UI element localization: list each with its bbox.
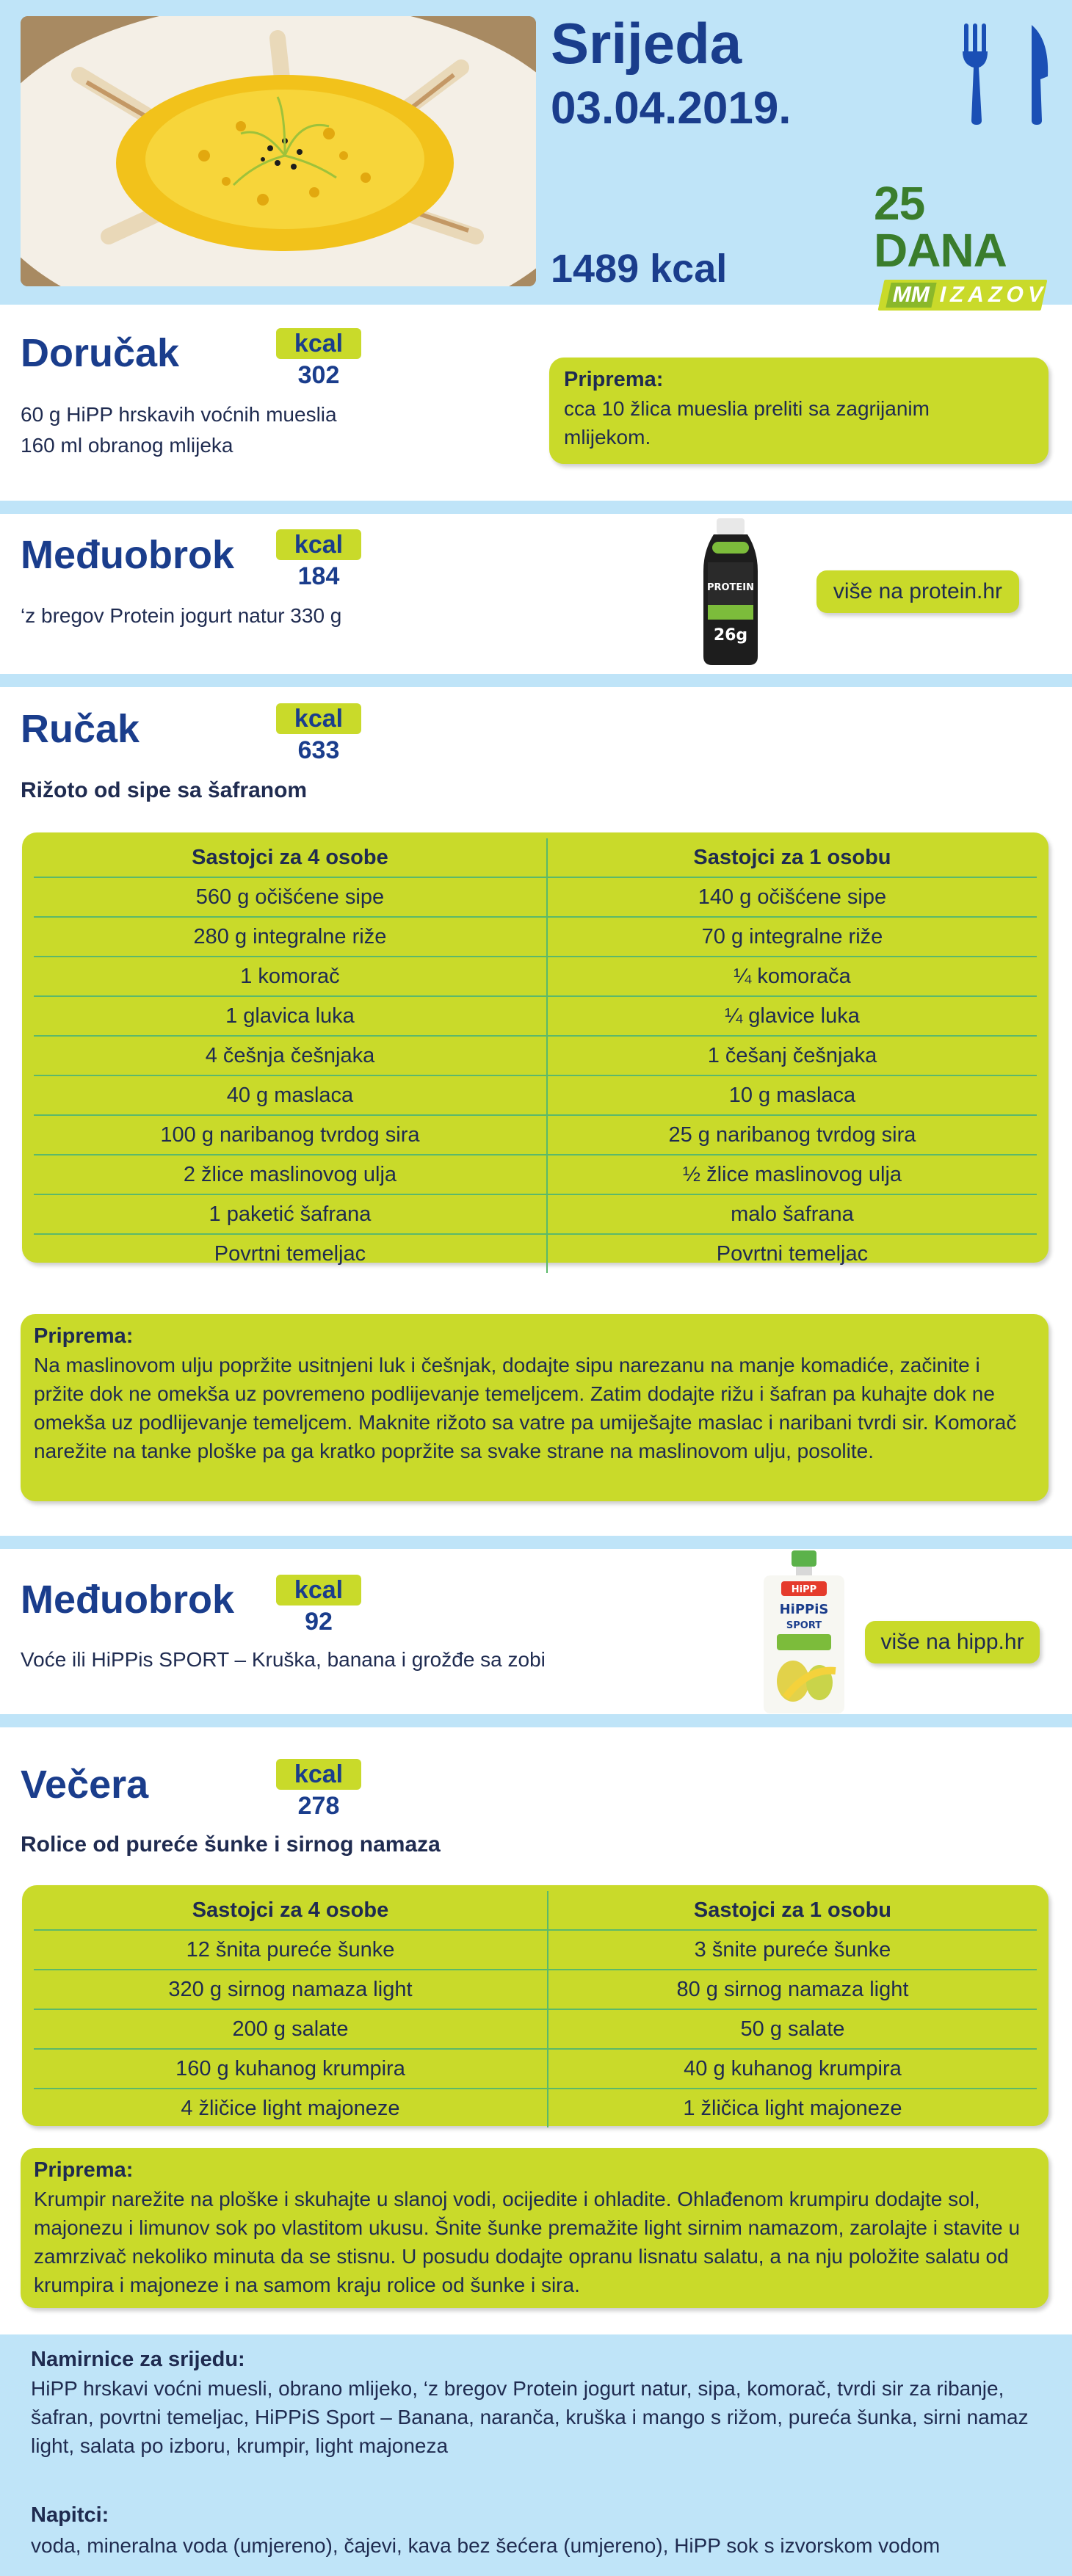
- ingredient-1-person: ¼ glavice luka: [547, 996, 1037, 1036]
- ingredient-4-persons: 40 g maslaca: [34, 1075, 547, 1115]
- dinner-prep-label: Priprema:: [34, 2158, 134, 2182]
- ingredient-1-person: Povrtni temeljac: [716, 1241, 869, 1266]
- dinner-prep-text: Krumpir narežite na ploške i skuhajte u slanoj vodi, ocijedite i ohladite. Ohlađenom krumpiru dodajte sol, majonezu i limunov sok po vlastitom ukusu. Šnite šunke premažite light sirnim namazom, zarolajte i stavite u zamrzivač nekoliko minuta da se stisnu. U posudu dodajte opranu lisnatu salatu, a na nju položite salatu od krumpira i majoneze i na samom kraju rolice od šunke i sira.: [34, 2188, 1021, 2296]
- ingredient-1-person: 3 šnite pureće šunke: [548, 1930, 1037, 1970]
- ingredient-4-persons: 280 g integralne riže: [34, 917, 547, 957]
- protein-link-button[interactable]: više na protein.hr: [816, 570, 1019, 613]
- dinner-subtitle: Rolice od pureće šunke i sirnog namaza: [21, 1832, 441, 1857]
- ingredient-4-persons: 4 žličice light majoneze: [34, 2089, 548, 2127]
- lunch-prep-text: Na maslinovom ulju popržite usitnjeni luk i češnjak, dodajte sipu narezanu na manje komadiće, začinite i pržite dok ne omekša uz povremeno podlijevanje temeljcem. Zatim dodajte rižu i šafran pa kuhajte dok ne omekša uz podlijevanje temeljcem. Maknite rižoto sa vatre pa umiješajte maslac i naribani tvrdi sir. Komorač narežite na tanke ploške pa ga kratko popržite sa svake strane na maslinovom ulju, posolite.: [34, 1354, 1017, 1462]
- breakfast-item: 60 g HiPP hrskavih voćnih mueslia: [21, 403, 337, 426]
- protein-bottle-image: [698, 518, 764, 669]
- ingredient-1-person: 1 češanj češnjaka: [547, 1036, 1037, 1075]
- dinner-title: Večera: [21, 1763, 149, 1807]
- dinner-prep-box: [21, 2148, 1049, 2308]
- total-kcal: 1489 kcal: [551, 247, 728, 291]
- table-row: [34, 996, 1037, 1036]
- bottle-label: PROTEIN: [706, 582, 755, 593]
- date-title: 03.04.2019.: [551, 83, 792, 134]
- separator: [0, 674, 1072, 687]
- drinks-label: Napitci:: [31, 2503, 109, 2527]
- lunch-col-4: Sastojci za 4 osobe: [34, 838, 547, 877]
- brand-logo: 25 DANA MM IZAZOV: [874, 180, 1050, 311]
- breakfast-title: Doručak: [21, 331, 180, 375]
- separator: [0, 1536, 1072, 1549]
- breakfast-item: 160 ml obranog mlijeka: [21, 434, 233, 457]
- ingredient-4-persons: 1 komorač: [34, 957, 547, 996]
- fork-knife-icon: [958, 22, 1054, 128]
- ingredient-4-persons: Povrtni temeljac: [34, 1234, 547, 1273]
- drinks-text: voda, mineralna voda (umjereno), čajevi, kava bez šećera (umjereno), HiPP sok s izvorskom vodom: [31, 2534, 941, 2557]
- snack2-text: Voće ili HiPPis SPORT – Kruška, banana i grožđe sa zobi: [21, 1648, 546, 1671]
- snack1-title: Međuobrok: [21, 533, 234, 577]
- table-row: [34, 2089, 1037, 2127]
- ingredient-1-person: 1 žličica light majoneze: [683, 2096, 902, 2120]
- breakfast-kcal-value: 302: [297, 361, 340, 389]
- ingredient-4-persons: 1 paketić šafrana: [34, 1194, 547, 1234]
- risotto-photo: [21, 16, 536, 286]
- ingredient-1-person: 40 g kuhanog krumpira: [548, 2049, 1037, 2089]
- breakfast-kcal-label: kcal: [276, 328, 361, 359]
- table-row: [34, 1194, 1037, 1234]
- hipp-link-button[interactable]: više na hipp.hr: [865, 1621, 1040, 1663]
- snack1-kcal-label: kcal: [276, 529, 361, 560]
- ingredient-1-person: 50 g salate: [548, 2009, 1037, 2049]
- table-row: [34, 1970, 1037, 2009]
- ingredient-1-person: ½ žlice maslinovog ulja: [547, 1155, 1037, 1194]
- ingredient-1-person: malo šafrana: [547, 1194, 1037, 1234]
- ingredient-4-persons: 2 žlice maslinovog ulja: [34, 1155, 547, 1194]
- table-row: [34, 1075, 1037, 1115]
- lunch-prep-box: [21, 1314, 1049, 1501]
- dinner-kcal-label: kcal: [276, 1759, 361, 1790]
- ingredient-1-person: 25 g naribanog tvrdog sira: [547, 1115, 1037, 1155]
- table-row: [34, 957, 1037, 996]
- snack2-kcal-value: 92: [305, 1608, 333, 1636]
- table-row: [34, 917, 1037, 957]
- footer: [0, 2334, 1072, 2576]
- snack2-title: Međuobrok: [21, 1578, 234, 1622]
- lunch-title: Ručak: [21, 707, 140, 751]
- ingredient-4-persons: 160 g kuhanog krumpira: [34, 2049, 548, 2089]
- table-row: [34, 2049, 1037, 2089]
- table-row: [34, 2009, 1037, 2049]
- breakfast-prep-box: [549, 358, 1049, 464]
- lunch-ingredients-table: [22, 832, 1049, 1266]
- ingredient-4-persons: 12 šnita pureće šunke: [34, 1930, 548, 1970]
- table-row: [34, 877, 1037, 917]
- ingredient-4-persons: 4 češnja češnjaka: [34, 1036, 547, 1075]
- ingredient-4-persons: 560 g očišćene sipe: [34, 877, 547, 917]
- snack1-kcal-value: 184: [297, 562, 340, 590]
- table-row: [34, 1930, 1037, 1970]
- dinner-col-1: Sastojci za 1 osobu: [548, 1891, 1037, 1930]
- ingredient-1-person: 140 g očišćene sipe: [547, 877, 1037, 917]
- lunch-kcal-label: kcal: [276, 703, 361, 734]
- ingredient-4-persons: 100 g naribanog tvrdog sira: [34, 1115, 547, 1155]
- table-row: [34, 1036, 1037, 1075]
- pouch-brand: HiPP: [791, 1584, 817, 1595]
- day-title: Srijeda: [551, 11, 742, 76]
- table-row: [34, 1234, 1037, 1273]
- separator: [0, 501, 1072, 514]
- breakfast-prep-label: Priprema:: [564, 368, 664, 391]
- ingredient-1-person: 70 g integralne riže: [547, 917, 1037, 957]
- dinner-col-4: Sastojci za 4 osobe: [34, 1891, 548, 1930]
- snack2-kcal-label: kcal: [276, 1575, 361, 1606]
- ingredient-4-persons: 1 glavica luka: [34, 996, 547, 1036]
- separator: [0, 1714, 1072, 1727]
- dinner-ingredients-table: [22, 1885, 1049, 2126]
- ingredient-4-persons: 320 g sirnog namaza light: [34, 1970, 548, 2009]
- lunch-col-1: Sastojci za 1 osobu: [547, 838, 1037, 877]
- pouch-name: HiPPiS: [779, 1602, 829, 1617]
- lunch-subtitle: Rižoto od sipe sa šafranom: [21, 778, 308, 802]
- ingredient-4-persons: 200 g salate: [34, 2009, 548, 2049]
- bottle-protein-amount: 26g: [713, 626, 748, 645]
- table-row: [34, 1155, 1037, 1194]
- ingredient-1-person: ¼ komorača: [547, 957, 1037, 996]
- snack1-text: ‘z bregov Protein jogurt natur 330 g: [21, 604, 342, 627]
- hippis-pouch-image: [756, 1550, 852, 1720]
- groceries-text: HiPP hrskavi voćni muesli, obrano mlijeko, ‘z bregov Protein jogurt natur, sipa, komorač, tvrdi sir za ribanje, šafran, povrtni temeljac, HiPPiS Sport – Banana, naranča, kruška i mango s rižom, pureća šunka, sirni namaz light, salata po izboru, krumpir, light majoneza: [31, 2377, 1029, 2457]
- ingredient-1-person: 10 g maslaca: [547, 1075, 1037, 1115]
- dinner-kcal-value: 278: [297, 1792, 340, 1820]
- groceries-label: Namirnice za srijedu:: [31, 2348, 245, 2371]
- pouch-sub: SPORT: [786, 1620, 822, 1631]
- lunch-kcal-value: 633: [297, 736, 340, 764]
- table-row: [34, 1115, 1037, 1155]
- lunch-prep-label: Priprema:: [34, 1324, 134, 1348]
- ingredient-1-person: 80 g sirnog namaza light: [548, 1970, 1037, 2009]
- breakfast-prep-text: cca 10 žlica mueslia preliti sa zagrijanim mlijekom.: [564, 397, 930, 449]
